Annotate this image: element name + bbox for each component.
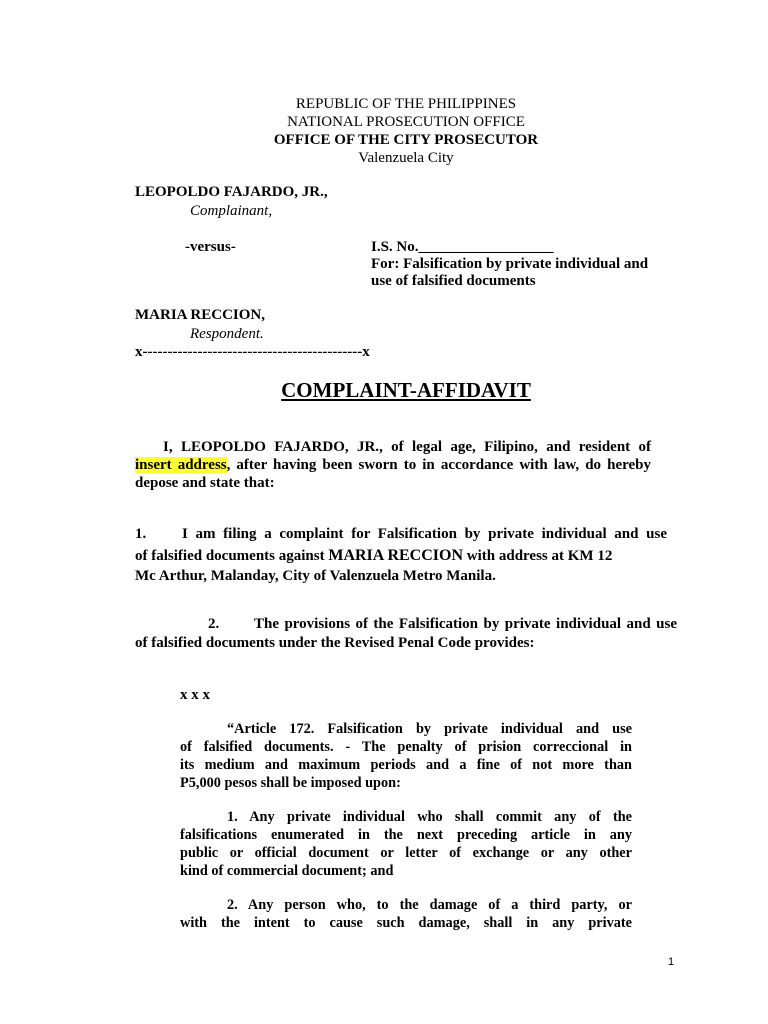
- para1-line-1: I am filing a complaint for Falsification by private individual and use: [182, 526, 667, 542]
- intro-name: LEOPOLDO FAJARDO, JR.: [180, 439, 380, 455]
- page-number: 1: [668, 956, 675, 968]
- intro-prefix: I,: [163, 439, 181, 455]
- ellipsis-marker: x x x: [180, 687, 210, 703]
- para1-number: 1.: [135, 526, 147, 542]
- address-placeholder: insert address: [135, 457, 227, 473]
- intro-line-1: [135, 438, 651, 456]
- complainant-name: LEOPOLDO FAJARDO, JR.,: [135, 184, 328, 200]
- header-office: OFFICE OF THE CITY PROSECUTOR: [273, 132, 539, 148]
- para1-line-2: [135, 547, 612, 565]
- header-republic: REPUBLIC OF THE PHILIPPINES: [295, 96, 517, 112]
- header-nps: NATIONAL PROSECUTION OFFICE: [287, 114, 525, 130]
- document-title: COMPLAINT-AFFIDAVIT: [281, 378, 531, 402]
- header-city: Valenzuela City: [358, 150, 454, 166]
- respondent-role: Respondent.: [190, 326, 264, 342]
- quote-a3: its medium and maximum periods and a fine of not more than: [180, 757, 632, 773]
- charge-line-1: For: Falsification by private individual and: [371, 256, 649, 272]
- charge-line-2: use of falsified documents: [371, 273, 536, 289]
- quote-a2: of falsified documents. - The penalty of prision correccional in: [180, 739, 632, 755]
- intro-line-3: depose and state that:: [135, 475, 275, 491]
- quote-a4: P5,000 pesos shall be imposed upon:: [180, 775, 401, 791]
- quote-b1: 1. Any private individual who shall commit any of the: [227, 809, 632, 825]
- quote-b4: kind of commercial document; and: [180, 863, 394, 879]
- complainant-role: Complainant,: [190, 203, 273, 219]
- para2-line-1: The provisions of the Falsification by private individual and use: [254, 616, 677, 632]
- para1-line-2c: with address at KM 12: [463, 548, 613, 564]
- respondent-name: MARIA RECCION,: [135, 307, 266, 323]
- intro-line-2: [135, 456, 651, 474]
- para1-respondent: MARIA RECCION: [328, 547, 464, 564]
- para2-line-2: of falsified documents under the Revised Penal Code provides:: [135, 635, 535, 651]
- quote-c2: with the intent to cause such damage, shall in any private: [180, 915, 632, 931]
- quote-c1: 2. Any person who, to the damage of a third party, or: [227, 897, 632, 913]
- para2-number: 2.: [208, 616, 220, 632]
- is-number: I.S. No.__________________: [371, 239, 554, 255]
- quote-b2: falsifications enumerated in the next preceding article in any: [180, 827, 632, 843]
- quote-a1: “Article 172. Falsification by private individual and use: [227, 721, 632, 737]
- quote-b3: public or official document or letter of exchange or any other: [180, 845, 632, 861]
- versus-label: -versus-: [185, 239, 236, 255]
- caption-separator: x--------------------------------------------x: [135, 344, 370, 360]
- para1-line-3: Mc Arthur, Malanday, City of Valenzuela Metro Manila.: [135, 568, 496, 584]
- para1-line-2a: of falsified documents against: [135, 548, 329, 564]
- intro-rest-1: , of legal age, Filipino, and resident of: [379, 439, 652, 455]
- intro-rest-2: , after having been sworn to in accordance with law, do hereby: [226, 457, 651, 473]
